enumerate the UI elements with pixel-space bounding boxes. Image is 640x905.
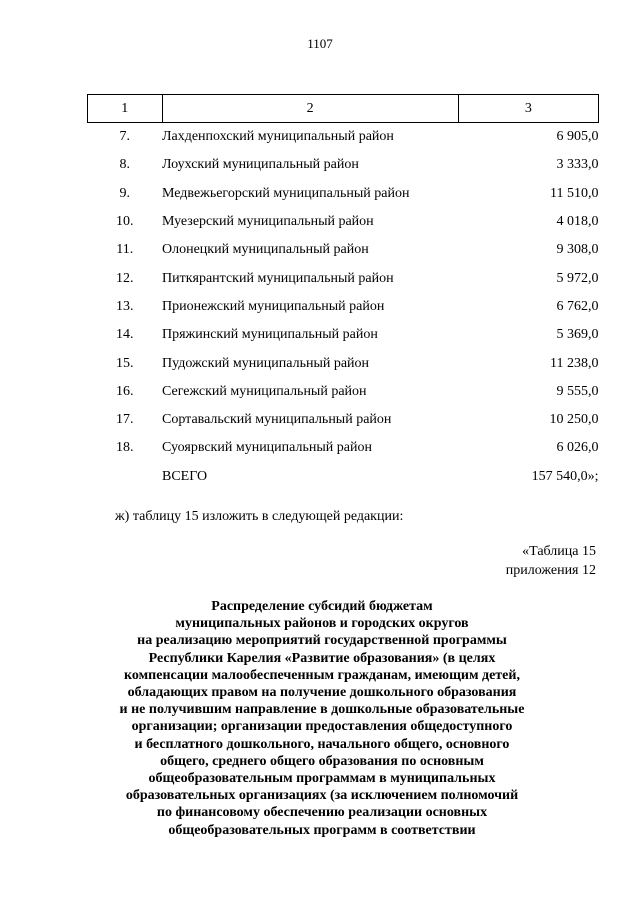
row-name: Муезерский муниципальный район [162, 214, 374, 230]
table-row [88, 349, 599, 377]
table-row [88, 406, 599, 434]
row-number: 16. [116, 383, 134, 399]
row-value: 9 555,0 [556, 383, 599, 399]
table-row [88, 434, 599, 462]
row-number: 10. [116, 214, 134, 230]
row-value: 11 510,0 [550, 185, 599, 201]
row-value: 9 308,0 [556, 242, 599, 258]
heading-line: и не получившим направление в дошкольные образовательные [119, 702, 525, 718]
table-row [88, 378, 599, 406]
row-name: Питкярантский муниципальный район [162, 270, 394, 286]
row-number: 15. [116, 355, 134, 371]
heading-line: по финансовому обеспечению реализации основных [156, 805, 488, 821]
heading-line: и бесплатного дошкольного, начального общего, основного [134, 736, 510, 752]
row-number: 13. [116, 298, 134, 314]
total-value: 157 540,0»; [531, 468, 599, 484]
table-row [88, 151, 599, 179]
row-value: 6 026,0 [556, 440, 599, 456]
row-name: Суоярвский муниципальный район [162, 440, 372, 456]
row-value: 5 369,0 [556, 327, 599, 343]
row-number: 9. [119, 185, 130, 201]
table-row [88, 293, 599, 321]
heading-line: муниципальных районов и городских округов [175, 616, 469, 632]
row-name: Пудожский муниципальный район [162, 355, 370, 371]
row-value: 3 333,0 [556, 157, 599, 173]
heading-line: Республики Карелия «Развитие образования» (в целях [148, 650, 496, 666]
row-number: 18. [116, 440, 134, 456]
column-header-1: 1 [88, 95, 163, 123]
row-number: 7. [119, 129, 130, 145]
row-name: Прионежский муниципальный район [162, 298, 385, 314]
row-value: 11 238,0 [550, 355, 599, 371]
heading-line: компенсации малообеспеченным гражданам, имеющим детей, [124, 667, 520, 683]
row-number: 14. [116, 327, 134, 343]
total-label: ВСЕГО [162, 468, 208, 484]
row-value: 10 250,0 [549, 412, 599, 428]
heading-line: общеобразовательным программам в муниципальных [148, 771, 496, 787]
subsidy-table [87, 94, 599, 491]
table-row [88, 123, 599, 152]
table-row [88, 321, 599, 349]
row-number: 8. [119, 157, 130, 173]
row-value: 4 018,0 [556, 214, 599, 230]
row-name: Лахденпохский муниципальный район [162, 129, 394, 145]
heading-line: организации; организации предоставления общедоступного [131, 719, 513, 735]
row-name: Лоухский муниципальный район [162, 157, 359, 173]
table-body [88, 123, 599, 491]
caption-line: «Таблица 15 [522, 544, 596, 559]
row-value: 6 762,0 [556, 298, 599, 314]
heading-line: на реализацию мероприятий государственной программы [137, 633, 507, 649]
total-number-cell [88, 463, 163, 491]
table-row [88, 180, 599, 208]
table-row [88, 264, 599, 292]
caption-line: приложения 12 [505, 563, 596, 578]
row-name: Сортавальский муниципальный район [162, 412, 392, 428]
row-name: Пряжинский муниципальный район [162, 327, 378, 343]
table-heading [72, 598, 572, 839]
row-value: 5 972,0 [556, 270, 599, 286]
heading-line: образовательных организациях (за исключением полномочий [125, 788, 519, 804]
table-row [88, 208, 599, 236]
table-row [88, 236, 599, 264]
heading-line: Распределение субсидий бюджетам [211, 599, 433, 614]
row-name: Олонецкий муниципальный район [162, 242, 369, 258]
row-number: 12. [116, 270, 134, 286]
row-name: Сегежский муниципальный район [162, 383, 367, 399]
row-name: Медвежьегорский муниципальный район [162, 185, 410, 201]
heading-line: общего, среднего общего образования по основным [160, 753, 484, 769]
heading-line: обладающих правом на получение дошкольного образования [127, 685, 517, 701]
heading-line: общеобразовательных программ в соответствии [168, 822, 476, 838]
table-caption [506, 542, 596, 580]
total-row [88, 463, 599, 491]
column-header-3: 3 [458, 95, 598, 123]
column-header-2: 2 [162, 95, 458, 123]
row-number: 11. [116, 242, 134, 258]
row-number: 17. [116, 412, 134, 428]
intro-text: ж) таблицу 15 изложить в следующей редакции: [115, 509, 404, 524]
row-value: 6 905,0 [556, 129, 599, 145]
table-header-row [88, 95, 599, 123]
page-number: 1107 [307, 36, 333, 51]
